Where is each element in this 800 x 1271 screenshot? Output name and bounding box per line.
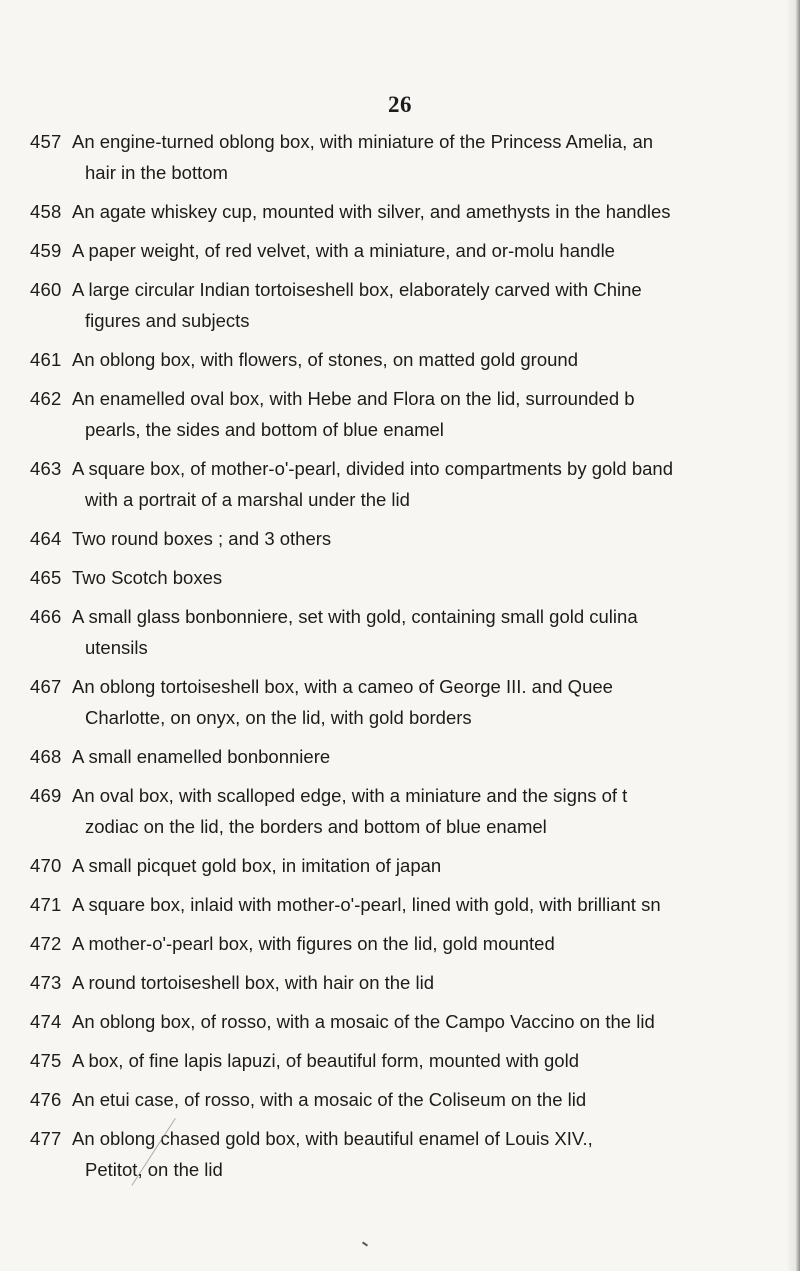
- lot-description: [72, 198, 800, 225]
- ink-speck: [362, 1241, 368, 1246]
- lot-description: [72, 782, 800, 840]
- description-continuation-line: with a portrait of a marshal under the lid: [85, 489, 410, 510]
- description-line: A square box, inlaid with mother-o'-pearl, lined with gold, with brilliant sn: [72, 894, 661, 915]
- lot-number: 468: [30, 746, 62, 767]
- lot-number: 459: [30, 240, 62, 261]
- catalogue-entry: [30, 276, 800, 334]
- description-line: An enamelled oval box, with Hebe and Flora on the lid, surrounded b: [72, 388, 635, 409]
- catalogue-entry: [30, 1125, 800, 1183]
- catalogue-entry: [30, 969, 800, 996]
- lot-number: 463: [30, 458, 62, 479]
- description-line: An etui case, of rosso, with a mosaic of the Coliseum on the lid: [72, 1089, 587, 1110]
- description-line: An agate whiskey cup, mounted with silver, and amethysts in the handles: [72, 201, 671, 222]
- description-continuation-line: utensils: [85, 637, 148, 658]
- description-continuation-line: hair in the bottom: [85, 162, 228, 183]
- catalogue-entry: [30, 852, 800, 879]
- lot-description: [72, 852, 800, 879]
- description-line: An oblong chased gold box, with beautiful enamel of Louis XIV.,: [72, 1128, 593, 1149]
- description-line: A small picquet gold box, in imitation of japan: [72, 855, 442, 876]
- catalogue-entry: [30, 782, 800, 840]
- lot-description: [72, 1047, 800, 1074]
- lot-number: 473: [30, 972, 62, 993]
- lot-number: 466: [30, 606, 62, 627]
- catalogue-entry: [30, 455, 800, 513]
- lot-description: [72, 128, 800, 186]
- lot-number: 458: [30, 201, 62, 222]
- lot-description: [72, 276, 800, 334]
- catalogue-entry: [30, 891, 800, 918]
- description-line: An oblong box, with flowers, of stones, on matted gold ground: [72, 349, 578, 370]
- lot-description: [72, 930, 800, 957]
- lot-number: 475: [30, 1050, 62, 1071]
- description-line: An oblong tortoiseshell box, with a cameo of George III. and Quee: [72, 676, 613, 697]
- description-continuation-line: Petitot, on the lid: [85, 1159, 223, 1180]
- lot-number: 457: [30, 131, 62, 152]
- lot-number: 464: [30, 528, 62, 549]
- description-continuation-line: zodiac on the lid, the borders and bottom of blue enamel: [85, 816, 547, 837]
- description-continuation-line: figures and subjects: [85, 310, 250, 331]
- catalogue-entry: [30, 564, 800, 591]
- lot-number: 460: [30, 279, 62, 300]
- description-continuation-line: Charlotte, on onyx, on the lid, with gold borders: [85, 707, 472, 728]
- description-line: A small enamelled bonbonniere: [72, 746, 331, 767]
- catalogue-entry: [30, 346, 800, 373]
- lot-description: [72, 673, 800, 731]
- lot-number: 477: [30, 1128, 62, 1149]
- lot-description: [72, 969, 800, 996]
- description-line: Two Scotch boxes: [72, 567, 223, 588]
- catalogue-entry: [30, 525, 800, 552]
- lot-number: 476: [30, 1089, 62, 1110]
- description-line: A paper weight, of red velvet, with a miniature, and or-molu handle: [72, 240, 615, 261]
- lot-description: [72, 455, 800, 513]
- description-line: A mother-o'-pearl box, with figures on the lid, gold mounted: [72, 933, 555, 954]
- description-continuation-line: pearls, the sides and bottom of blue enamel: [85, 419, 444, 440]
- lot-number: 472: [30, 933, 62, 954]
- lot-number: 470: [30, 855, 62, 876]
- lot-description: [72, 743, 800, 770]
- catalogue-entry: [30, 385, 800, 443]
- page-number: 26: [388, 92, 412, 117]
- description-line: A box, of fine lapis lapuzi, of beautiful form, mounted with gold: [72, 1050, 579, 1071]
- lot-description: [72, 346, 800, 373]
- catalogue-entry: [30, 128, 800, 186]
- catalogue-entry: [30, 198, 800, 225]
- lot-description: [72, 564, 800, 591]
- catalogue-entry: [30, 743, 800, 770]
- lot-description: [72, 1125, 800, 1183]
- lot-description: [72, 1008, 800, 1035]
- catalogue-entry: [30, 237, 800, 264]
- lot-description: [72, 603, 800, 661]
- catalogue-entry: [30, 603, 800, 661]
- description-line: A round tortoiseshell box, with hair on the lid: [72, 972, 434, 993]
- catalogue-entry: [30, 673, 800, 731]
- description-line: A large circular Indian tortoiseshell box, elaborately carved with Chine: [72, 279, 642, 300]
- lot-number: 465: [30, 567, 62, 588]
- description-line: A small glass bonbonniere, set with gold, containing small gold culina: [72, 606, 638, 627]
- description-line: A square box, of mother-o'-pearl, divided into compartments by gold band: [72, 458, 674, 479]
- entry-list: [30, 128, 800, 1195]
- catalogue-entry: [30, 1008, 800, 1035]
- catalogue-entry: [30, 1086, 800, 1113]
- lot-description: [72, 237, 800, 264]
- lot-description: [72, 385, 800, 443]
- lot-description: [72, 525, 800, 552]
- lot-number: 474: [30, 1011, 62, 1032]
- catalogue-entry: [30, 930, 800, 957]
- lot-number: 462: [30, 388, 62, 409]
- description-line: An oval box, with scalloped edge, with a miniature and the signs of t: [72, 785, 628, 806]
- lot-description: [72, 1086, 800, 1113]
- catalogue-entry: [30, 1047, 800, 1074]
- lot-number: 469: [30, 785, 62, 806]
- lot-number: 467: [30, 676, 62, 697]
- description-line: An oblong box, of rosso, with a mosaic of the Campo Vaccino on the lid: [72, 1011, 655, 1032]
- lot-number: 471: [30, 894, 62, 915]
- lot-number: 461: [30, 349, 62, 370]
- description-line: Two round boxes ; and 3 others: [72, 528, 332, 549]
- description-line: An engine-turned oblong box, with miniature of the Princess Amelia, an: [72, 131, 654, 152]
- lot-description: [72, 891, 800, 918]
